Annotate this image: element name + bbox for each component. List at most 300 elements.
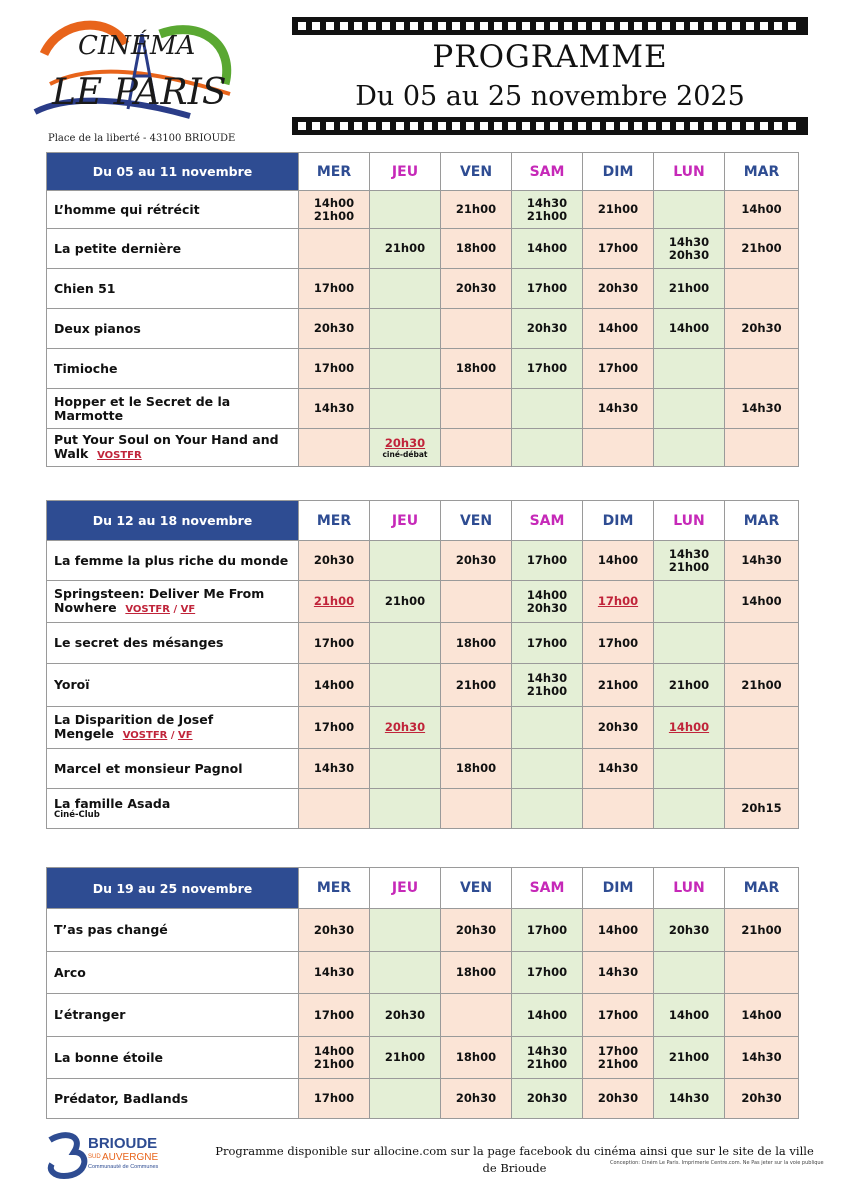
showtime-cell (512, 1037, 583, 1079)
showtime-cell (583, 749, 654, 789)
showtime-cell (583, 349, 654, 389)
showtime: 14h30 (668, 1091, 710, 1105)
day-header: DIM (583, 868, 654, 909)
showtime: 18h00 (455, 635, 497, 650)
showtime-cell (299, 429, 370, 467)
movie-row (47, 789, 799, 829)
version-tag-vf[interactable]: VF (180, 603, 196, 615)
showtime-cell (583, 229, 654, 269)
showtime: 17h00 (313, 635, 355, 650)
showtime: 14h00 (668, 321, 710, 335)
showtime: 14h00 (313, 195, 355, 210)
showtime-cell (299, 1037, 370, 1079)
showtime-cell (654, 994, 725, 1037)
showtime: 14h00 (668, 1007, 710, 1022)
brioude-name: BRIOUDE (88, 1135, 158, 1152)
movie-cell (47, 664, 299, 707)
showtime-cell (654, 349, 725, 389)
showtime-cell (512, 429, 583, 467)
showtime-cell (512, 389, 583, 429)
showtime: 14h00 (526, 1007, 568, 1022)
showtime-cell (441, 389, 512, 429)
footer-credits: Conception: Ciném Le Paris. Imprimerie Centre.com. Ne Pas jeter sur la voie publique (610, 1160, 824, 1166)
showtime-cell (299, 1079, 370, 1119)
movie-title: Chien 51 (54, 280, 116, 296)
showtime: 17h00 (526, 965, 568, 979)
brioude-logo (44, 1130, 174, 1180)
showtime: 20h30 (526, 321, 568, 335)
showtime-cell (370, 994, 441, 1037)
showtime: 14h00 (313, 677, 355, 692)
showtime: 20h30 (455, 1091, 497, 1105)
showtime-cell (512, 309, 583, 349)
showtime-cell (654, 429, 725, 467)
showtime-cell (654, 1079, 725, 1119)
brioude-sub: Communauté de Communes (88, 1164, 159, 1170)
showtime-cell (654, 389, 725, 429)
showtime: 20h30 (455, 281, 497, 295)
showtime-cell (583, 191, 654, 229)
showtime-cell (299, 664, 370, 707)
showtime-cell (370, 429, 441, 467)
showtime[interactable]: 20h30 (384, 720, 426, 734)
showtime: 17h00 (526, 361, 568, 375)
version-tag[interactable]: VOSTFR (122, 729, 168, 741)
showtime-cell (299, 349, 370, 389)
movie-row (47, 707, 799, 749)
showtime-cell (299, 789, 370, 829)
showtime-cell (512, 541, 583, 581)
film-strip-top (292, 17, 808, 35)
showtime-cell (583, 309, 654, 349)
showtime-cell (441, 707, 512, 749)
programme-title: PROGRAMME (432, 39, 668, 75)
movie-row (47, 994, 799, 1037)
showtime[interactable]: 21h00 (313, 594, 355, 608)
week-table (46, 867, 799, 1119)
movie-row (47, 952, 799, 994)
showtime: 17h00 (313, 1007, 355, 1022)
showtime-cell (299, 269, 370, 309)
week-header-row (47, 153, 799, 191)
version-tag[interactable]: VOSTFR (97, 449, 142, 461)
cinema-logo (30, 14, 240, 132)
showtime-cell (583, 623, 654, 664)
movie-row (47, 581, 799, 623)
showtime-cell (370, 269, 441, 309)
showtime: 18h00 (455, 241, 497, 255)
showtime: 21h00 (668, 281, 710, 295)
showtime: 14h00 (526, 241, 568, 255)
showtime-cell (583, 994, 654, 1037)
showtime-cell (725, 749, 799, 789)
movie-cell (47, 309, 299, 349)
showtime-cell (725, 349, 799, 389)
showtime: 21h00 (384, 594, 426, 608)
showtime: 21h00 (668, 677, 710, 692)
showtime: 14h30 (526, 671, 568, 685)
movie-cell (47, 581, 299, 623)
logo-name-1: CINÉMA (78, 31, 196, 61)
showtime-cell (654, 191, 725, 229)
showtime[interactable]: 20h30 (384, 435, 426, 450)
showtime: 14h00 (597, 321, 639, 335)
showtime-cell (441, 749, 512, 789)
movie-row (47, 309, 799, 349)
showtime-cell (370, 389, 441, 429)
showtime-cell (512, 707, 583, 749)
showtime-cell (725, 664, 799, 707)
showtime: 14h00 (597, 922, 639, 937)
movie-row (47, 429, 799, 467)
showtime: 14h30 (597, 761, 639, 775)
showtime: 21h00 (526, 684, 568, 698)
week-header-row (47, 501, 799, 541)
showtime: 17h00 (313, 281, 355, 295)
showtime-cell (512, 191, 583, 229)
movie-cell (47, 389, 299, 429)
showtime-cell (583, 909, 654, 952)
showtime: 21h00 (384, 241, 426, 255)
showtime: 21h00 (384, 1050, 426, 1064)
showtime-cell (441, 664, 512, 707)
movie-cell (47, 541, 299, 581)
showtime-cell (370, 309, 441, 349)
showtime: 17h00 (526, 553, 568, 567)
showtime-cell (654, 707, 725, 749)
film-strip-bottom (292, 117, 808, 135)
showtime-cell (441, 1037, 512, 1079)
showtime-cell (370, 191, 441, 229)
showtime: 17h00 (313, 361, 355, 375)
day-header: DIM (583, 501, 654, 541)
showtime-cell (299, 909, 370, 952)
showtime-cell (583, 269, 654, 309)
showtime-cell (725, 1037, 799, 1079)
showtime-cell (583, 789, 654, 829)
showtime-cell (583, 429, 654, 467)
movie-row (47, 909, 799, 952)
showtime: 20h30 (455, 922, 497, 937)
day-header: JEU (370, 868, 441, 909)
movie-row (47, 349, 799, 389)
showtime-cell (370, 229, 441, 269)
showtime: 14h30 (313, 965, 355, 979)
brioude-region: AUVERGNE (102, 1152, 159, 1163)
movie-subtitle: Ciné-Club (54, 810, 100, 820)
day-header: JEU (370, 501, 441, 541)
showtime: 18h00 (455, 761, 497, 775)
movie-title: Timioche (54, 360, 118, 376)
showtime-cell (441, 269, 512, 309)
movie-cell (47, 994, 299, 1037)
showtime-cell (583, 664, 654, 707)
version-tag[interactable]: VOSTFR (125, 603, 170, 615)
showtime-cell (370, 1079, 441, 1119)
showtime-cell (441, 909, 512, 952)
movie-cell (47, 749, 299, 789)
movie-cell (47, 191, 299, 229)
day-header: MAR (725, 501, 799, 541)
day-header: SAM (512, 501, 583, 541)
showtime-cell (441, 309, 512, 349)
showtime: 21h00 (526, 1056, 568, 1071)
showtime-cell (512, 664, 583, 707)
showtime-cell (370, 909, 441, 952)
showtime: 20h30 (668, 247, 710, 262)
showtime-cell (299, 994, 370, 1037)
showtime-cell (654, 952, 725, 994)
showtime: 14h30 (668, 546, 710, 561)
showtime: 20h30 (597, 720, 639, 734)
movie-title: Le secret des mésanges (54, 635, 224, 650)
movie-row (47, 1037, 799, 1079)
showtime: 17h00 (313, 1091, 355, 1105)
programme-dates: Du 05 au 25 novembre 2025 (355, 81, 745, 112)
showtime-cell (725, 707, 799, 749)
day-header: MER (299, 153, 370, 191)
movie-title: Deux pianos (54, 320, 141, 336)
showtime: 17h00 (597, 635, 639, 650)
showtime: 20h30 (313, 321, 355, 335)
showtime-cell (654, 909, 725, 952)
movie-title: La petite dernière (54, 240, 182, 256)
showtime: 14h30 (526, 1043, 568, 1058)
showtime: 20h30 (526, 1091, 568, 1105)
showtime-cell (654, 664, 725, 707)
day-header: DIM (583, 153, 654, 191)
showtime: 14h30 (741, 1050, 782, 1064)
movie-row (47, 1079, 799, 1119)
day-header: VEN (441, 501, 512, 541)
logo-name-2: LE PARIS (52, 72, 227, 113)
showtime: 20h30 (313, 922, 355, 937)
showtime: 21h00 (455, 677, 497, 692)
day-header: VEN (441, 868, 512, 909)
showtime: 21h00 (668, 1050, 710, 1064)
showtime-cell (370, 349, 441, 389)
showtime-cell (583, 952, 654, 994)
showtime-cell (441, 429, 512, 467)
version-separator: / (167, 729, 178, 741)
showtime-cell (441, 229, 512, 269)
day-header: MER (299, 501, 370, 541)
showtime-cell (370, 789, 441, 829)
showtime: 20h30 (668, 922, 710, 937)
movie-cell (47, 707, 299, 749)
showtime-cell (512, 749, 583, 789)
movie-cell (47, 623, 299, 664)
showtime-cell (725, 581, 799, 623)
movie-cell (47, 1079, 299, 1119)
showtime: 20h30 (384, 1007, 426, 1022)
showtime: 18h00 (455, 965, 497, 979)
showtime: 21h00 (597, 1056, 639, 1071)
showtime: 21h00 (597, 677, 639, 692)
showtime: 17h00 (313, 720, 355, 734)
showtime-cell (512, 909, 583, 952)
showtime-cell (441, 191, 512, 229)
movie-title: Hopper et le Secret de la Marmotte (54, 393, 231, 423)
day-header: LUN (654, 153, 725, 191)
movie-title: Arco (54, 964, 86, 980)
showtime-cell (583, 389, 654, 429)
showtime: 14h30 (597, 401, 639, 415)
movie-title: La bonne étoile (54, 1049, 164, 1065)
showtime-note: ciné-débat (382, 449, 428, 459)
film-strip-header (292, 17, 808, 137)
showtime-cell (725, 229, 799, 269)
showtime-cell (725, 1079, 799, 1119)
movie-cell (47, 349, 299, 389)
day-header: MER (299, 868, 370, 909)
week-label: Du 12 au 18 novembre (47, 501, 299, 541)
showtime-cell (370, 623, 441, 664)
showtime-cell (441, 541, 512, 581)
showtime-cell (512, 623, 583, 664)
showtime-cell (654, 749, 725, 789)
movie-row (47, 389, 799, 429)
showtime: 21h00 (313, 208, 355, 223)
movie-row (47, 229, 799, 269)
showtime: 14h30 (526, 195, 568, 210)
showtime-cell (654, 269, 725, 309)
movie-cell (47, 952, 299, 994)
showtime: 18h00 (455, 361, 497, 375)
showtime: 20h30 (455, 553, 497, 567)
showtime-cell (441, 581, 512, 623)
showtime: 21h00 (668, 559, 710, 574)
showtime: 17h00 (597, 241, 639, 255)
showtime: 20h30 (597, 1091, 639, 1105)
version-tag-vf[interactable]: VF (177, 729, 193, 741)
brioude-sud: SUD (88, 1154, 101, 1160)
day-header: MAR (725, 868, 799, 909)
movie-title: Prédator, Badlands (54, 1090, 189, 1106)
showtime-cell (725, 952, 799, 994)
movie-row (47, 749, 799, 789)
movie-title: La femme la plus riche du monde (54, 552, 289, 568)
showtime-cell (583, 581, 654, 623)
movie-title: La famille Asada (54, 796, 171, 811)
showtime-cell (654, 309, 725, 349)
movie-title: Yoroï (54, 677, 90, 692)
week-table (46, 152, 799, 467)
day-header: LUN (654, 501, 725, 541)
showtime: 21h00 (455, 202, 497, 216)
showtime: 14h00 (741, 594, 782, 608)
showtime-cell (441, 789, 512, 829)
week-table (46, 500, 799, 829)
showtime-cell (654, 1037, 725, 1079)
showtime: 17h00 (526, 922, 568, 937)
showtime-cell (654, 581, 725, 623)
showtime: 17h00 (597, 1007, 639, 1022)
movie-cell (47, 909, 299, 952)
version-separator: / (169, 603, 181, 615)
showtime[interactable]: 17h00 (597, 594, 639, 608)
footer-text: Programme disponible sur allocine.com sur la page facebook du cinéma ainsi que sur le site de la ville de Brioude (215, 1144, 814, 1175)
showtime-cell (725, 623, 799, 664)
showtime: 20h30 (741, 1091, 782, 1105)
movie-title: Marcel et monsieur Pagnol (54, 760, 243, 776)
showtime: 20h15 (741, 801, 782, 815)
movie-row (47, 191, 799, 229)
showtime-cell (299, 749, 370, 789)
showtime: 14h30 (741, 401, 782, 415)
showtime-cell (725, 541, 799, 581)
movie-cell (47, 1037, 299, 1079)
week-label: Du 05 au 11 novembre (47, 153, 299, 191)
showtime: 20h30 (526, 600, 568, 615)
showtime: 14h00 (741, 1007, 782, 1022)
day-header: SAM (512, 153, 583, 191)
movie-title: Put Your Soul on Your Hand and Walk (54, 431, 279, 461)
showtime-cell (441, 1079, 512, 1119)
showtime: 14h00 (741, 202, 782, 216)
showtime-cell (583, 541, 654, 581)
showtime: 17h00 (526, 635, 568, 650)
showtime-cell (299, 952, 370, 994)
showtime-cell (370, 707, 441, 749)
showtime: 14h00 (526, 587, 568, 602)
showtime-cell (299, 389, 370, 429)
movie-cell (47, 429, 299, 467)
showtime-cell (512, 952, 583, 994)
showtime: 21h00 (741, 241, 782, 255)
showtime: 17h00 (597, 1043, 639, 1058)
showtime-cell (512, 349, 583, 389)
showtime: 20h30 (597, 281, 639, 295)
showtime-cell (299, 191, 370, 229)
showtime-cell (654, 623, 725, 664)
showtime-cell (441, 623, 512, 664)
showtime-cell (583, 707, 654, 749)
showtime: 21h00 (741, 677, 782, 692)
day-header: VEN (441, 153, 512, 191)
movie-cell (47, 269, 299, 309)
movie-cell (47, 229, 299, 269)
showtime-cell (441, 994, 512, 1037)
showtime-cell (654, 229, 725, 269)
showtime-cell (725, 389, 799, 429)
showtime-cell (512, 581, 583, 623)
movie-row (47, 541, 799, 581)
showtime-cell (512, 229, 583, 269)
showtime[interactable]: 14h00 (668, 720, 710, 734)
showtime: 17h00 (526, 281, 568, 295)
showtime-cell (299, 541, 370, 581)
showtime-cell (725, 309, 799, 349)
movie-title: La Disparition de Josef Mengele (54, 711, 214, 741)
movie-cell (47, 789, 299, 829)
showtime-cell (299, 229, 370, 269)
showtime-cell (654, 789, 725, 829)
showtime-cell (725, 994, 799, 1037)
showtime-cell (441, 952, 512, 994)
showtime-cell (299, 623, 370, 664)
showtime-cell (370, 749, 441, 789)
movie-row (47, 623, 799, 664)
showtime-cell (370, 1037, 441, 1079)
showtime: 14h30 (741, 553, 782, 567)
day-header: SAM (512, 868, 583, 909)
day-header: JEU (370, 153, 441, 191)
showtime-cell (654, 541, 725, 581)
showtime-cell (725, 789, 799, 829)
showtime: 18h00 (455, 1050, 497, 1064)
showtime-cell (370, 952, 441, 994)
